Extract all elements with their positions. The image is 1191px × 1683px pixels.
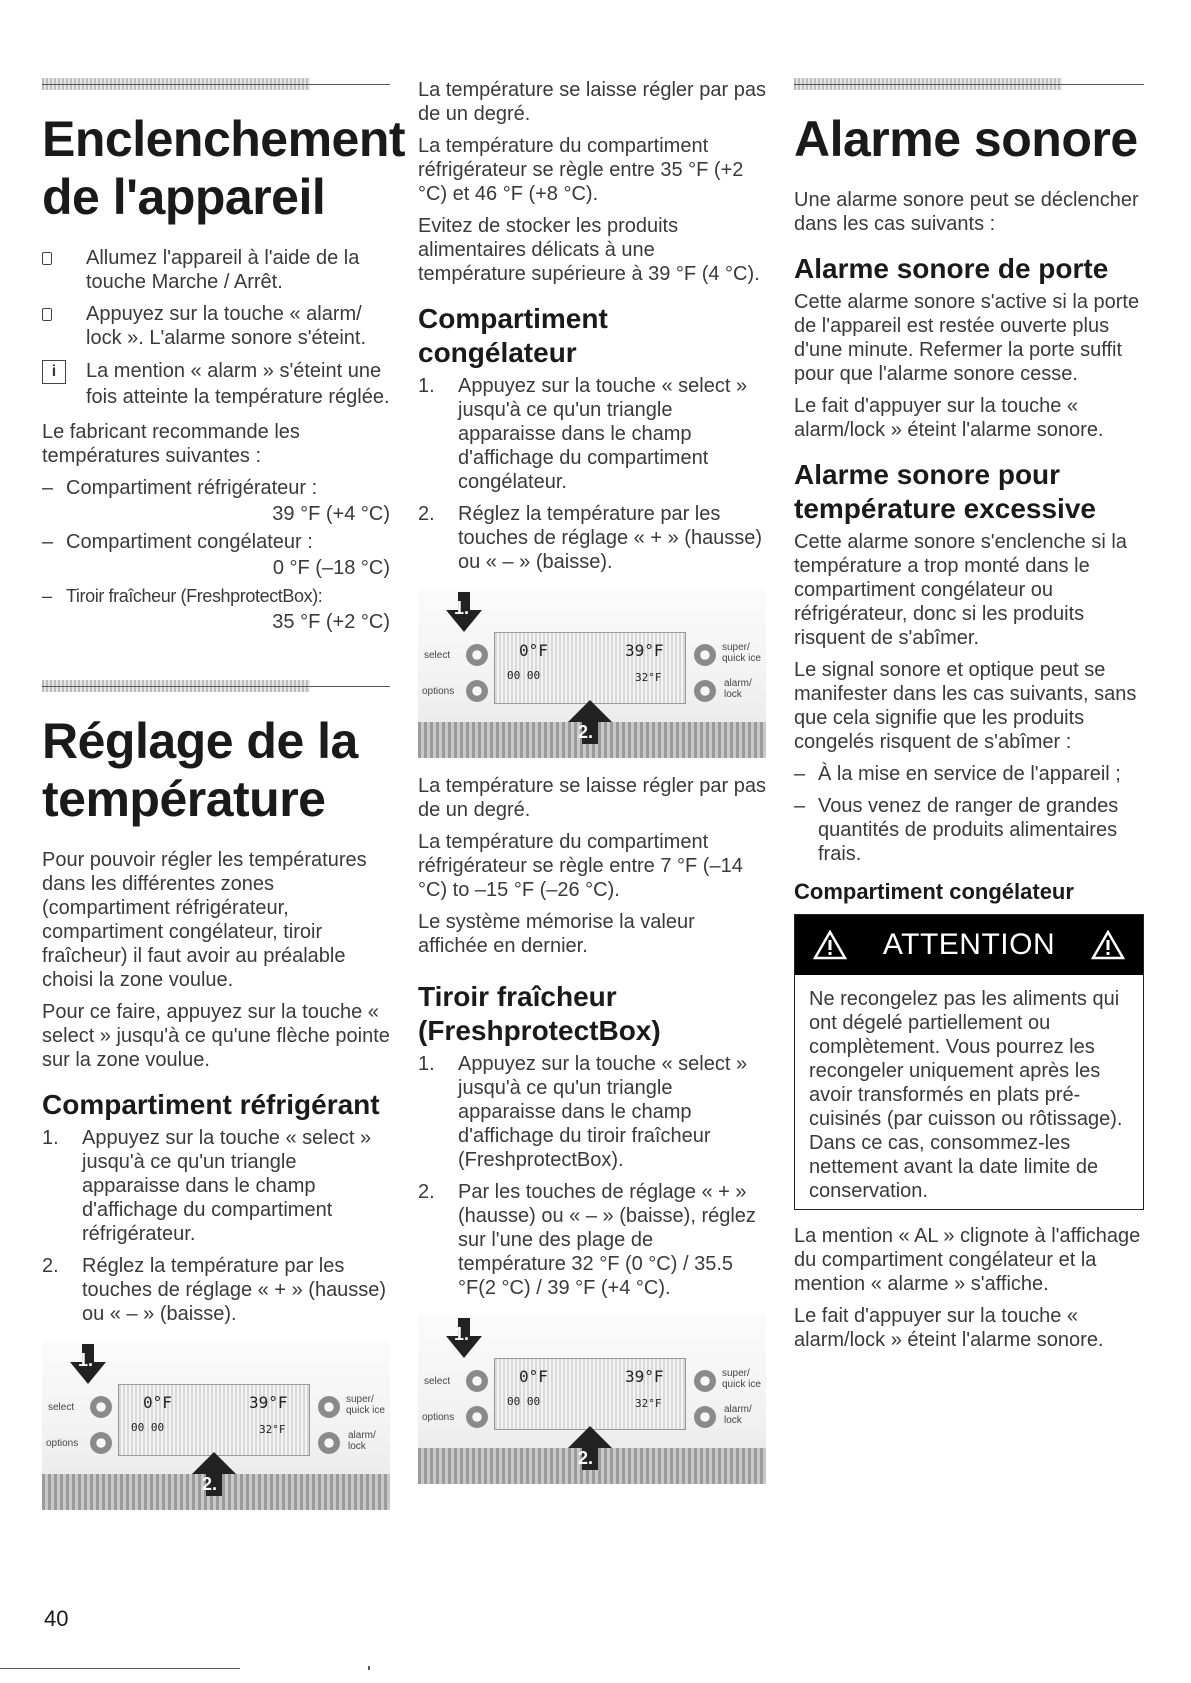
heading-tiroir: Tiroir fraîcheur (FreshprotectBox): [418, 981, 661, 1046]
heading-reglage: Réglage de la température: [42, 713, 358, 827]
super-quick-ice-button[interactable]: [694, 644, 716, 666]
fridge-temp: 39°F: [625, 641, 664, 660]
options-button[interactable]: [466, 1406, 488, 1428]
control-panel-illustration: [42, 1340, 390, 1510]
section-rule: [42, 680, 390, 694]
footer-mark: [368, 1666, 370, 1670]
super-quick-ice-button[interactable]: [318, 1396, 340, 1418]
alarm-label: alarm/ lock: [348, 1430, 376, 1452]
fridge-temp: 39°F: [249, 1393, 288, 1412]
step-item: 2. Réglez la température par les touches de réglage « + » (hausse) ou « – » (baisse).: [42, 1255, 387, 1325]
column-right: [794, 78, 1144, 1360]
options-button[interactable]: [466, 680, 488, 702]
section-rule: [794, 78, 1144, 92]
alarm-lock-button[interactable]: [694, 680, 716, 702]
select-button[interactable]: [90, 1396, 112, 1418]
step-1-label: 1.: [454, 598, 470, 618]
alarm-label: alarm/ lock: [724, 678, 752, 700]
lcd-display: [118, 1384, 310, 1456]
heading-refrigerant: Compartiment réfrigérant: [42, 1089, 380, 1120]
heading-congelateur: Compartiment congélateur: [418, 303, 608, 368]
step-item: 2. Par les touches de réglage « + » (hausse) ou « – » (baisse), réglez sur l'une des plage de température 32 °F (0 °C) / 35.5 °F(2 °C) / 39 °F (+4 °C).: [418, 1181, 756, 1299]
section-rule: [42, 78, 390, 92]
heading-alarme: Alarme sonore: [794, 111, 1138, 167]
warning-text: Ne recongelez pas les aliments qui ont dégelé partiellement ou complètement. Vous pourrez les recongeler uniquement après les avoir transformés en plats pré-cuisinés (par cuisson ou rôtissage). Dans ce cas, consommez-les nettement avant la date limite de conservation.: [809, 988, 1123, 1202]
column-middle: [418, 78, 766, 1500]
freezer-temp: 0°F: [519, 1367, 548, 1386]
step-item: 2. Réglez la température par les touches de réglage « + » (hausse) ou « – » (baisse).: [418, 503, 763, 573]
recommendation-label: – Compartiment congélateur :: [42, 530, 390, 554]
paragraph: Le système mémorise la valeur affichée en dernier.: [418, 911, 695, 957]
paragraph: La température du compartiment réfrigérateur se règle entre 35 °F (+2 °C) et 46 °F (+8 °C).: [418, 135, 744, 205]
heading-excessive: Alarme sonore pour température excessive: [794, 459, 1096, 524]
paragraph: Le fait d'appuyer sur la touche « alarm/lock » éteint l'alarme sonore.: [794, 1305, 1104, 1351]
heading-porte: Alarme sonore de porte: [794, 253, 1109, 284]
super-quick-ice-button[interactable]: [694, 1370, 716, 1392]
select-button[interactable]: [466, 644, 488, 666]
warning-triangle-icon: [1091, 930, 1125, 960]
control-panel-illustration: [418, 588, 766, 758]
checkbox-square-icon: [42, 252, 52, 265]
super-label: super/ quick ice: [722, 1368, 761, 1390]
paragraph: La température se laisse régler par pas de un degré.: [418, 79, 766, 125]
paragraph: Pour pouvoir régler les températures dans les différentes zones (compartiment réfrigérateur, compartiment congélateur, tiroir fraîcheur) il faut avoir au préalable choisi la zone voulue.: [42, 849, 367, 991]
paragraph: La mention « AL » clignote à l'affichage du compartiment congélateur et la mention « alarme » s'affiche.: [794, 1225, 1141, 1295]
fridge-temp: 39°F: [625, 1367, 664, 1386]
freezer-temp: 0°F: [519, 641, 548, 660]
bullet-item: Appuyez sur la touche « alarm/ lock ». L'alarme sonore s'éteint.: [42, 302, 390, 350]
step-2-label: 2.: [578, 1448, 594, 1468]
paragraph: La température du compartiment réfrigérateur se règle entre 7 °F (–14 °C) to –15 °F (–26 °C).: [418, 831, 743, 901]
lcd-display: [494, 632, 686, 704]
alarm-lock-button[interactable]: [318, 1432, 340, 1454]
fresh-temp: 32°F: [635, 671, 662, 684]
case-item: – À la mise en service de l'appareil ;: [794, 762, 1144, 786]
step-1-label: 1.: [454, 1324, 470, 1344]
paragraph: Le fabricant recommande les températures suivantes :: [42, 421, 300, 467]
recommendation-label: – Compartiment réfrigérateur :: [42, 476, 390, 500]
control-panel-illustration: [418, 1314, 766, 1484]
checkbox-square-icon: [42, 308, 52, 321]
warning-header: [795, 915, 1143, 975]
heading-congelateur-warning: Compartiment congélateur: [794, 879, 1074, 904]
recommendation-label: – Tiroir fraîcheur (FreshprotectBox):: [42, 584, 390, 608]
options-label: options: [46, 1438, 79, 1449]
column-left: [42, 78, 406, 1526]
lcd-display: [494, 1358, 686, 1430]
warning-title: ATTENTION: [882, 928, 1056, 961]
options-label: options: [422, 686, 455, 697]
bullet-item: Allumez l'appareil à l'aide de la touche Marche / Arrêt.: [42, 246, 390, 294]
heading-enclenchement: Enclenchement de l'appareil: [42, 111, 406, 225]
case-item: – Vous venez de ranger de grandes quantités de produits alimentaires frais.: [794, 794, 1144, 866]
info-icon: i: [42, 360, 66, 384]
paragraph: Une alarme sonore peut se déclencher dans les cas suivants :: [794, 189, 1139, 235]
select-label: select: [424, 1376, 451, 1387]
freezer-sub: 00 00: [131, 1421, 165, 1434]
fresh-temp: 32°F: [635, 1397, 662, 1410]
paragraph: Cette alarme sonore s'enclenche si la température a trop monté dans le compartiment congélateur ou réfrigérateur, donc si les produits risquent de s'abîmer.: [794, 531, 1127, 649]
warning-triangle-icon: [813, 930, 847, 960]
step-item: 1. Appuyez sur la touche « select » jusqu'à ce qu'un triangle apparaisse dans le champ d'affichage du tiroir fraîcheur (FreshprotectBox).: [418, 1053, 748, 1171]
step-2-label: 2.: [202, 1474, 218, 1494]
step-1-label: 1.: [78, 1350, 94, 1370]
recommendation-value: 35 °F (+2 °C): [272, 611, 390, 633]
paragraph: Cette alarme sonore s'active si la porte de l'appareil est restée ouverte plus d'une minute. Refermer la porte suffit pour que l'alarme sonore cesse.: [794, 291, 1140, 385]
recommendation-value: 39 °F (+4 °C): [272, 503, 390, 525]
fresh-temp: 32°F: [259, 1423, 286, 1436]
paragraph: Le signal sonore et optique peut se manifester dans les cas suivants, sans que cela signifie que les produits congelés risquent de s'abîmer :: [794, 659, 1137, 753]
select-label: select: [424, 650, 451, 661]
freezer-sub: 00 00: [507, 1395, 541, 1408]
step-2-label: 2.: [578, 722, 594, 742]
paragraph: Evitez de stocker les produits alimentaires délicats à une température supérieure à 39 °F (4 °C).: [418, 215, 760, 285]
options-button[interactable]: [90, 1432, 112, 1454]
recommendation-value: 0 °F (–18 °C): [272, 557, 390, 579]
select-button[interactable]: [466, 1370, 488, 1392]
alarm-label: alarm/ lock: [724, 1404, 752, 1426]
super-label: super/ quick ice: [722, 642, 761, 664]
alarm-lock-button[interactable]: [694, 1406, 716, 1428]
freezer-temp: 0°F: [143, 1393, 172, 1412]
warning-box: [794, 914, 1144, 1210]
select-label: select: [48, 1402, 75, 1413]
paragraph: Le fait d'appuyer sur la touche « alarm/lock » éteint l'alarme sonore.: [794, 395, 1104, 441]
super-label: super/ quick ice: [346, 1394, 385, 1416]
page-number: 40: [44, 1606, 69, 1631]
freezer-sub: 00 00: [507, 669, 541, 682]
options-label: options: [422, 1412, 455, 1423]
step-item: 1. Appuyez sur la touche « select » jusqu'à ce qu'un triangle apparaisse dans le champ d'affichage du compartiment réfrigérateur.: [42, 1127, 372, 1245]
info-note: i La mention « alarm » s'éteint une fois atteinte la température réglée.: [42, 358, 390, 410]
paragraph: La température se laisse régler par pas de un degré.: [418, 775, 766, 821]
footer-rule: [0, 1668, 240, 1669]
paragraph: Pour ce faire, appuyez sur la touche « select » jusqu'à ce qu'une flèche pointe sur la zone voulue.: [42, 1001, 390, 1071]
step-item: 1. Appuyez sur la touche « select » jusqu'à ce qu'un triangle apparaisse dans le champ d'affichage du compartiment congélateur.: [418, 375, 748, 493]
